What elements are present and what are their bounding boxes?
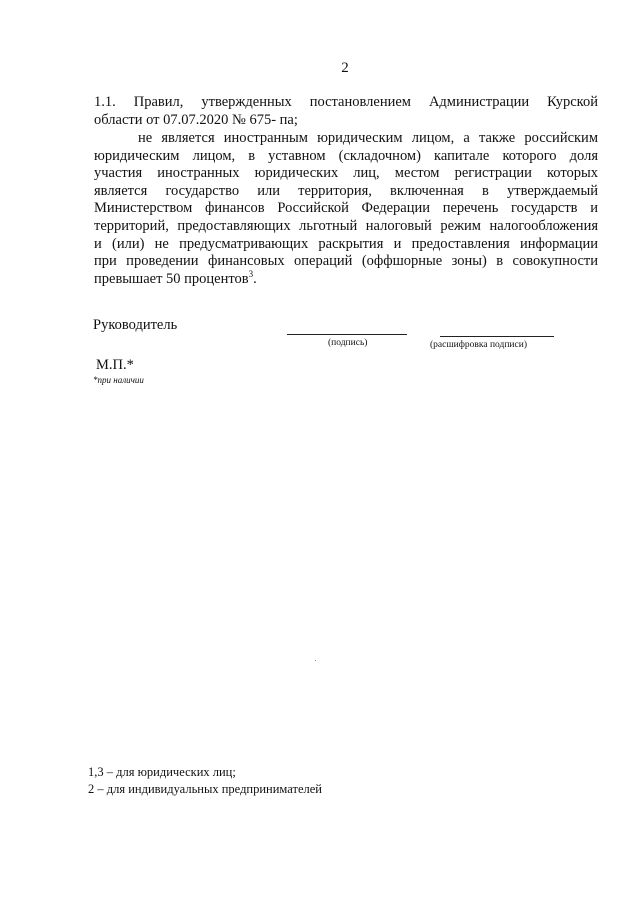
page-number: 2 [341, 60, 349, 76]
text-line: 1.1. Правил, утвержденных постановлением Администрации Курской [94, 94, 598, 110]
text-fragment: превышает 50 процентов [94, 270, 249, 287]
name-decode-caption: (расшифровка подписи) [430, 340, 527, 350]
paragraph-foreign-entity-statement [94, 130, 598, 288]
text-fragment: . [253, 270, 257, 287]
name-decode-line [440, 336, 554, 337]
stamp-placeholder: М.П.* [96, 357, 134, 373]
text-line: участия иностранных юридических лиц, местом регистрации которых [94, 165, 598, 182]
text-line-final [94, 268, 598, 289]
text-line: территорий, предоставляющих льготный налоговый режим налогообложения [94, 217, 598, 234]
text-line: Министерством финансов Российской Федерации перечень государств и [94, 200, 598, 217]
paragraph-rules-reference [94, 94, 598, 129]
text-line: области от 07.07.2020 № 675- па; [94, 111, 298, 128]
signature-line [287, 334, 407, 335]
footnote-marker: 3 [248, 268, 254, 279]
head-label: Руководитель [93, 317, 178, 333]
stamp-note: *при наличии [93, 375, 144, 385]
text-line: является государство или территория, включенная в утверждаемый [94, 182, 598, 199]
text-line: юридическим лицом, в уставном (складочном) капитале которого доля [94, 147, 598, 164]
footnote-entrepreneurs: 2 – для индивидуальных предпринимателей [88, 782, 322, 796]
text-line: не является иностранным юридическим лицом, а также российским [138, 130, 598, 146]
signature-caption: (подпись) [328, 338, 368, 348]
footnote-legal-entities: 1,3 – для юридических лиц; [88, 765, 236, 779]
scan-speck [315, 660, 316, 661]
text-line: при проведении финансовых операций (оффшорные зоны) в совокупности [94, 253, 598, 270]
text-line: и (или) не предусматривающих раскрытия и предоставления информации [94, 235, 598, 252]
